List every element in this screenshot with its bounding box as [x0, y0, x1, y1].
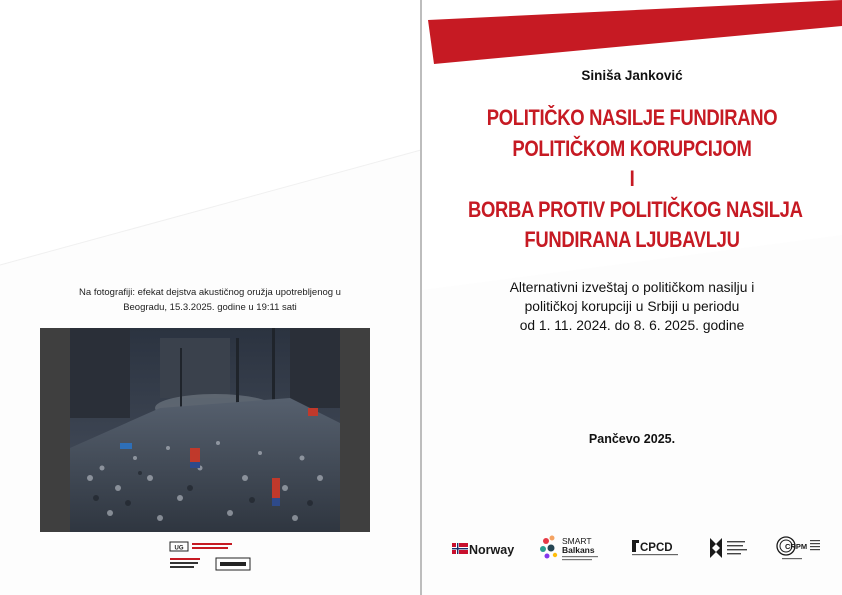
crowd-photo-icon: [40, 328, 370, 532]
crpm-logo-icon: [774, 532, 828, 566]
author-name: Siniša Janković: [581, 68, 683, 83]
cpcd-logo-icon: [630, 532, 688, 566]
smart-balkans-logo-icon: [538, 532, 604, 566]
subtitle-line-3: od 1. 11. 2024. do 8. 6. 2025. godine: [519, 318, 745, 333]
sponsor-logos: [446, 532, 826, 566]
caption-line-2: Beogradu, 15.3.2025. godine u 19:11 sati: [123, 302, 297, 313]
association-logo: [168, 540, 260, 574]
institute-logo-icon: [708, 532, 754, 566]
book-subtitle: [442, 278, 822, 335]
title-line-4: BORBA PROTIV POLITIČKOG NASILJA: [468, 196, 803, 222]
title-line-5: FUNDIRANA LJUBAVLJU: [524, 227, 740, 252]
caption-line-1: Na fotografiji: efekat dejstva akustičnog oružja upotrebljenog u: [79, 287, 341, 298]
title-line-1: POLITIČKO NASILJE FUNDIRANO: [486, 105, 778, 130]
subtitle-line-1: Alternativni izveštaj o političkom nasilju i: [509, 280, 755, 295]
norway-logo-text: Norway: [469, 543, 515, 557]
crowd-photo: [40, 328, 370, 532]
place-year: Pančevo 2025.: [588, 432, 676, 446]
photo-caption: [30, 285, 390, 315]
right-page: [422, 0, 842, 595]
title-line-3: I: [629, 166, 635, 191]
norway-logo-icon: [450, 532, 522, 566]
smart-text: SMART: [562, 536, 592, 546]
title-line-2: POLITIČKOM KORUPCIJOM: [512, 135, 752, 161]
subtitle-line-2: političkoj korupciji u Srbiji u periodu: [524, 299, 740, 314]
balkans-text: Balkans: [562, 545, 595, 555]
crpm-logo-text: CRPM: [785, 542, 808, 551]
red-accent-band: [422, 0, 842, 70]
svg-text:UG: UG: [174, 545, 184, 552]
book-title: [468, 103, 803, 256]
cpcd-logo-text: CPCD: [640, 542, 673, 554]
